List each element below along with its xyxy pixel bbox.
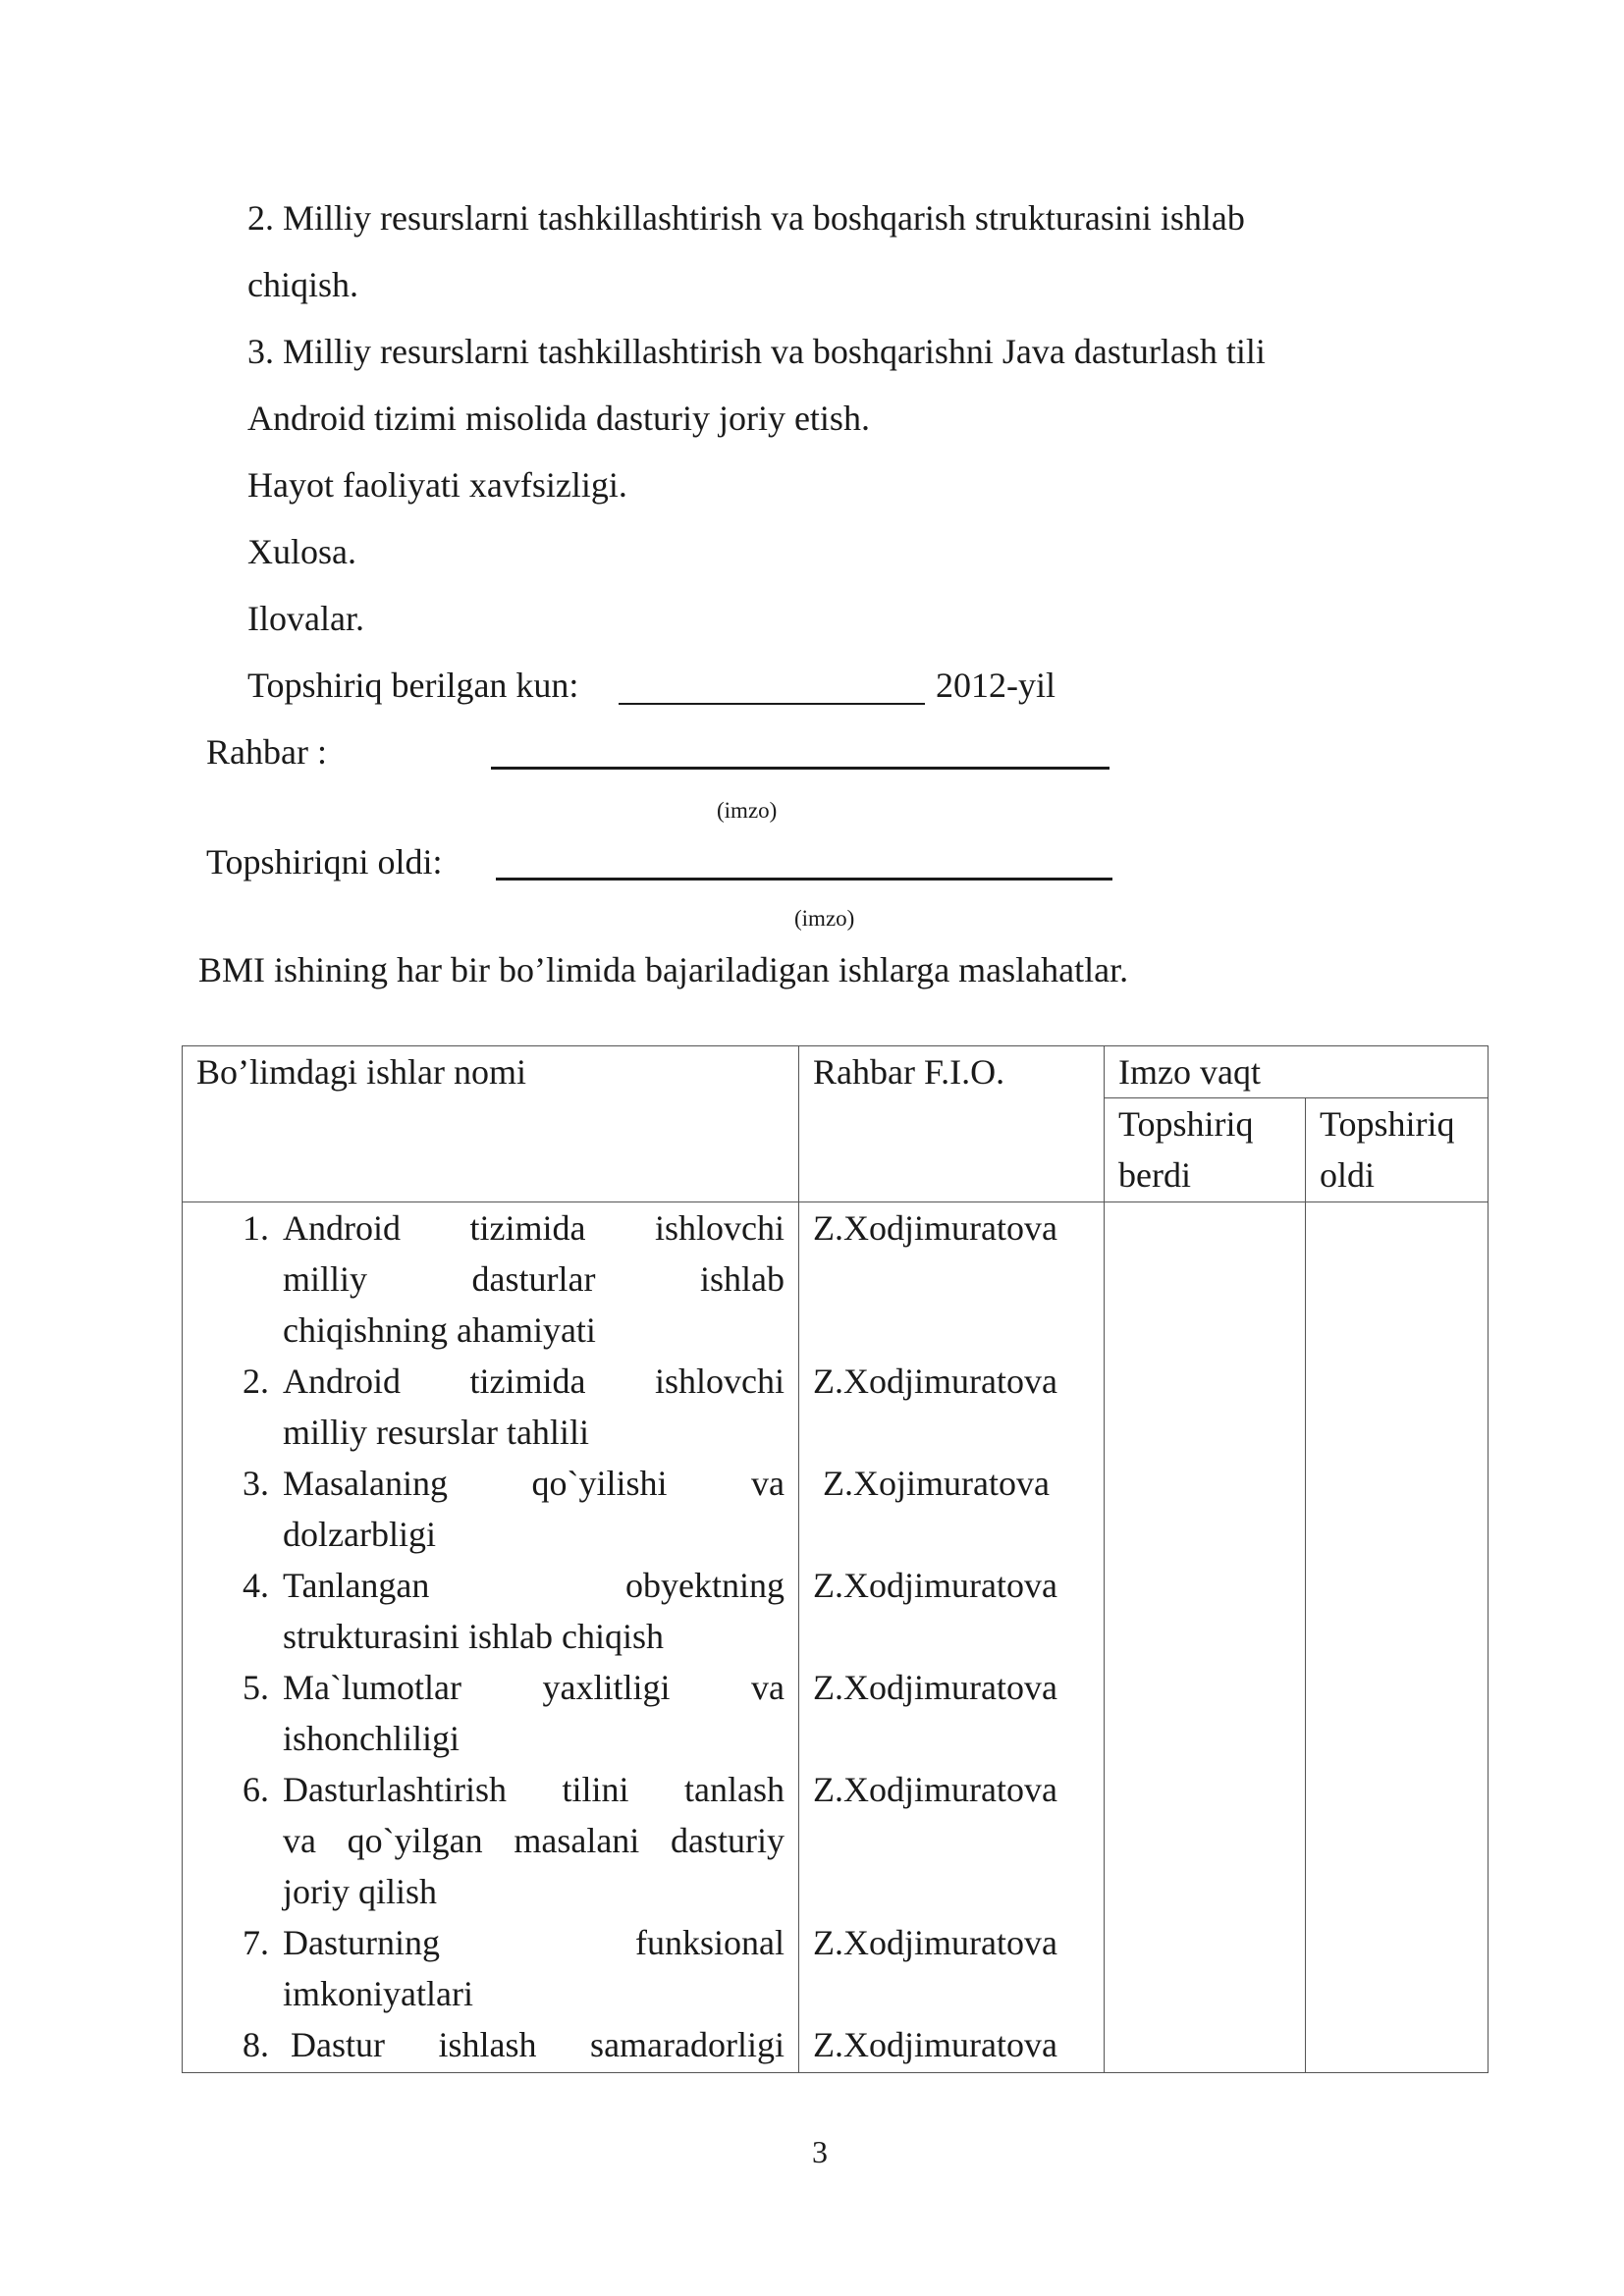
item-line: joriy qilish — [283, 1872, 438, 1911]
list-item — [183, 1202, 785, 1356]
fio-item: Z.Xodjimuratova — [813, 1770, 1057, 1809]
item-line: Masalaning qo`yilishi va — [283, 1464, 785, 1503]
item-line: imkoniyatlari — [283, 1974, 473, 2013]
header-supervisor-name: Rahbar F.I.O. — [799, 1046, 1105, 1202]
item-text — [283, 1356, 785, 1458]
table-header-row-1 — [183, 1046, 1489, 1098]
item-number: 2. — [243, 1362, 269, 1401]
supervisor-signature-line — [491, 767, 1110, 770]
intro-line-6: Xulosa. — [247, 532, 356, 571]
item-text — [283, 1458, 785, 1560]
item-text — [283, 1917, 785, 2019]
fio-item: Z.Xojimuratova — [823, 1464, 1050, 1503]
assignment-date-blank — [619, 703, 925, 705]
table-body-row — [183, 1202, 1489, 2073]
task-given-cell — [1105, 1202, 1306, 2073]
list-item — [183, 1560, 785, 1662]
item-text — [283, 1202, 785, 1356]
fio-item: Z.Xodjimuratova — [813, 1923, 1057, 1962]
fio-item: Z.Xodjimuratova — [813, 1566, 1057, 1605]
header-task-received: Topshiriq oldi — [1306, 1098, 1489, 1202]
item-text — [283, 1560, 785, 1662]
intro-line-2: chiqish. — [247, 265, 358, 304]
received-signature-line — [496, 878, 1112, 881]
fio-item: Z.Xodjimuratova — [813, 1668, 1057, 1707]
assignment-year: 2012-yil — [936, 666, 1056, 705]
fio-cell — [799, 1202, 1105, 2073]
item-line: ishonchliligi — [283, 1719, 460, 1758]
fio-item: Z.Xodjimuratova — [813, 2025, 1057, 2064]
assignment-date-label: Topshiriq berilgan kun: — [247, 666, 579, 705]
item-number: 1. — [243, 1208, 269, 1248]
item-line: dolzarbligi — [283, 1515, 436, 1554]
item-line: Android tizimida ishlovchi — [283, 1208, 785, 1248]
page-number: 3 — [812, 2134, 828, 2169]
list-item — [183, 1764, 785, 1917]
supervisor-label: Rahbar : — [206, 732, 327, 772]
item-line: va qo`yilgan masalani dasturiy — [283, 1821, 785, 1860]
list-item — [183, 1917, 785, 2019]
item-line: Dasturlashtirish tilini tanlash — [283, 1770, 785, 1809]
item-number: 6. — [243, 1770, 269, 1809]
received-signature-caption: (imzo) — [794, 906, 855, 931]
item-line: Dasturning funksional — [283, 1923, 785, 1962]
item-line: Dastur ishlash samaradorligi — [291, 2025, 785, 2064]
item-line: milliy resurslar tahlili — [283, 1413, 589, 1452]
fio-list — [813, 1202, 1090, 2072]
intro-line-4: Android tizimi misolida dasturiy joriy etish. — [247, 399, 870, 438]
works-cell — [183, 1202, 799, 2073]
item-number: 4. — [243, 1566, 269, 1605]
list-item — [183, 2019, 785, 2072]
list-item — [183, 1662, 785, 1764]
item-text — [283, 1764, 785, 1917]
item-number: 5. — [243, 1668, 269, 1707]
works-list — [183, 1202, 785, 2072]
advice-heading: BMI ishining har bir bo’limida bajariladigan ishlarga maslahatlar. — [198, 950, 1129, 989]
list-item — [183, 1356, 785, 1458]
received-label: Topshiriqni oldi: — [206, 842, 443, 881]
item-text — [283, 1662, 785, 1764]
item-line: Android tizimida ishlovchi — [283, 1362, 785, 1401]
item-text — [283, 2019, 785, 2072]
intro-line-5: Hayot faoliyati xavfsizligi. — [247, 465, 627, 505]
item-number: 8. — [243, 2025, 269, 2064]
header-task-given: Topshiriq berdi — [1105, 1098, 1306, 1202]
item-number: 3. — [243, 1464, 269, 1503]
list-item — [183, 1458, 785, 1560]
item-line: strukturasini ishlab chiqish — [283, 1617, 664, 1656]
header-section-works: Bo’limdagi ishlar nomi — [183, 1046, 799, 1202]
item-line: chiqishning ahamiyati — [283, 1310, 596, 1350]
task-received-cell — [1306, 1202, 1489, 2073]
intro-line-7: Ilovalar. — [247, 599, 364, 638]
item-number: 7. — [243, 1923, 269, 1962]
item-line: Tanlangan obyektning — [283, 1566, 785, 1605]
intro-line-1: 2. Milliy resurslarni tashkillashtirish va boshqarish strukturasini ishlab — [247, 198, 1245, 238]
intro-line-3: 3. Milliy resurslarni tashkillashtirish va boshqarishni Java dasturlash tili — [247, 332, 1266, 371]
header-signature-time: Imzo vaqt — [1105, 1046, 1489, 1098]
tasks-table — [182, 1045, 1489, 2073]
supervisor-signature-caption: (imzo) — [717, 798, 778, 823]
item-line: milliy dasturlar ishlab — [283, 1259, 785, 1299]
fio-item: Z.Xodjimuratova — [813, 1362, 1057, 1401]
item-line: Ma`lumotlar yaxlitligi va — [283, 1668, 785, 1707]
fio-item: Z.Xodjimuratova — [813, 1208, 1057, 1248]
